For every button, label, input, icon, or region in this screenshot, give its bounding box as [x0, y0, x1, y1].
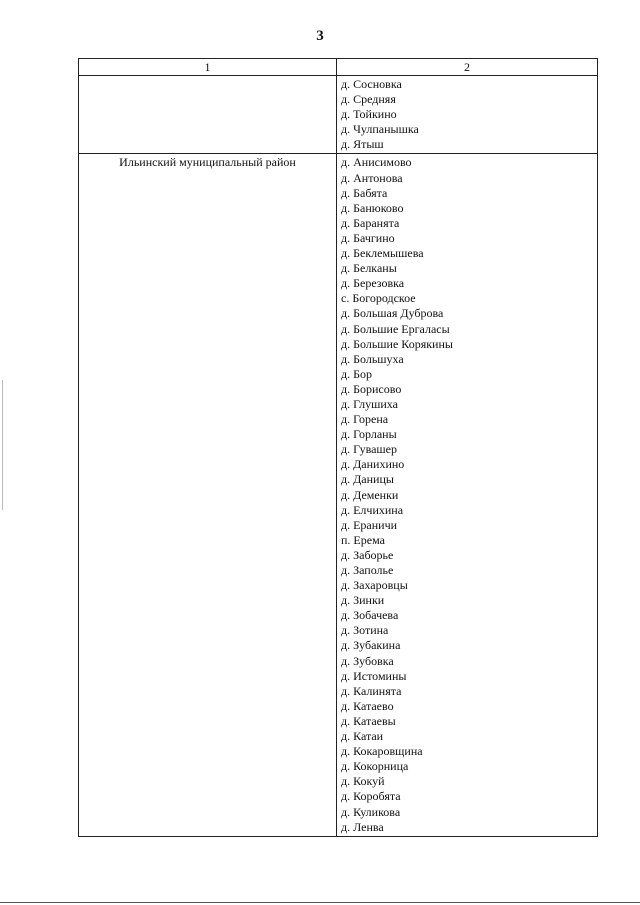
settlement-item: д. Данихино — [341, 457, 405, 472]
settlement-item: д. Деменки — [341, 487, 399, 502]
district-cell — [79, 76, 337, 154]
settlement-item: д. Зинки — [341, 593, 385, 608]
page-number: 3 — [316, 28, 324, 44]
settlement-item: д. Антонова — [341, 170, 403, 185]
district-name — [79, 76, 336, 77]
settlement-item: п. Ерема — [341, 532, 385, 547]
settlement-item: д. Анисимово — [341, 155, 412, 170]
district-name: Ильинский муниципальный район — [119, 155, 296, 170]
settlement-item: д. Глушиха — [341, 396, 398, 411]
settlement-item: д. Катаево — [341, 698, 394, 713]
settlement-item: д. Бор — [341, 366, 372, 381]
settlement-item: д. Кокаровщина — [341, 744, 423, 759]
settlement-item: д. Катаи — [341, 729, 384, 744]
settlement-item: д. Баранята — [341, 215, 400, 230]
settlement-item: д. Ятыш — [341, 137, 384, 152]
settlement-item: д. Тойкино — [341, 107, 397, 122]
settlement-list — [337, 154, 597, 835]
settlement-item: д. Кокорница — [341, 759, 409, 774]
settlement-item: д. Чулпанышка — [341, 122, 419, 137]
settlement-item: д. Горена — [341, 412, 389, 427]
settlement-item: д. Зобачева — [341, 608, 399, 623]
settlement-item: д. Ленва — [341, 819, 384, 834]
settlement-item: д. Зотина — [341, 623, 389, 638]
settlement-item: д. Ераничи — [341, 517, 398, 532]
settlement-item: д. Катаевы — [341, 713, 396, 728]
settlement-list — [337, 76, 597, 153]
settlement-item: д. Бачгино — [341, 230, 395, 245]
settlement-item: д. Беклемышева — [341, 246, 424, 261]
scan-bottom-edge — [0, 902, 640, 903]
column-header-2: 2 — [337, 59, 598, 76]
table-header-row — [79, 59, 598, 76]
settlement-item: д. Елчихина — [341, 502, 404, 517]
settlement-item: д. Большие Корякины — [341, 336, 453, 351]
table-row — [79, 154, 598, 836]
settlement-item: д. Заборье — [341, 547, 394, 562]
table-body — [79, 76, 598, 837]
settlement-item: д. Зубовка — [341, 653, 394, 668]
settlement-item: д. Куликова — [341, 804, 401, 819]
settlement-item: д. Калинята — [341, 683, 402, 698]
settlement-item: д. Сосновка — [341, 77, 402, 91]
settlement-item: д. Заполье — [341, 563, 394, 577]
settlements-cell — [337, 76, 598, 154]
settlement-item: д. Даницы — [341, 472, 394, 487]
settlement-item: д. Истомины — [341, 668, 407, 683]
settlement-item: д. Березовка — [341, 276, 405, 291]
settlement-item: д. Захаровцы — [341, 578, 408, 593]
settlement-item: д. Горланы — [341, 427, 397, 442]
settlement-item: д. Средняя — [341, 92, 396, 107]
settlement-item: д. Банюково — [341, 200, 404, 215]
table-row — [79, 76, 598, 154]
settlement-item: д. Белканы — [341, 261, 397, 276]
settlement-item: д. Большуха — [341, 351, 404, 366]
settlement-item: д. Коробята — [341, 789, 401, 804]
settlement-item: д. Гувашер — [341, 442, 397, 457]
settlement-item: с. Богородское — [341, 291, 416, 306]
settlements-cell — [337, 154, 598, 836]
settlement-item: д. Бабята — [341, 185, 388, 200]
column-header-1: 1 — [79, 59, 337, 76]
settlement-item: д. Большая Дуброва — [341, 306, 444, 321]
district-cell — [79, 154, 337, 836]
scan-margin-mark — [2, 380, 3, 510]
settlements-table — [78, 58, 598, 837]
settlement-item: д. Борисово — [341, 381, 402, 396]
settlement-item: д. Кокуй — [341, 774, 385, 789]
settlement-item: д. Зубакина — [341, 638, 401, 653]
settlement-item: д. Большие Ергаласы — [341, 321, 450, 336]
